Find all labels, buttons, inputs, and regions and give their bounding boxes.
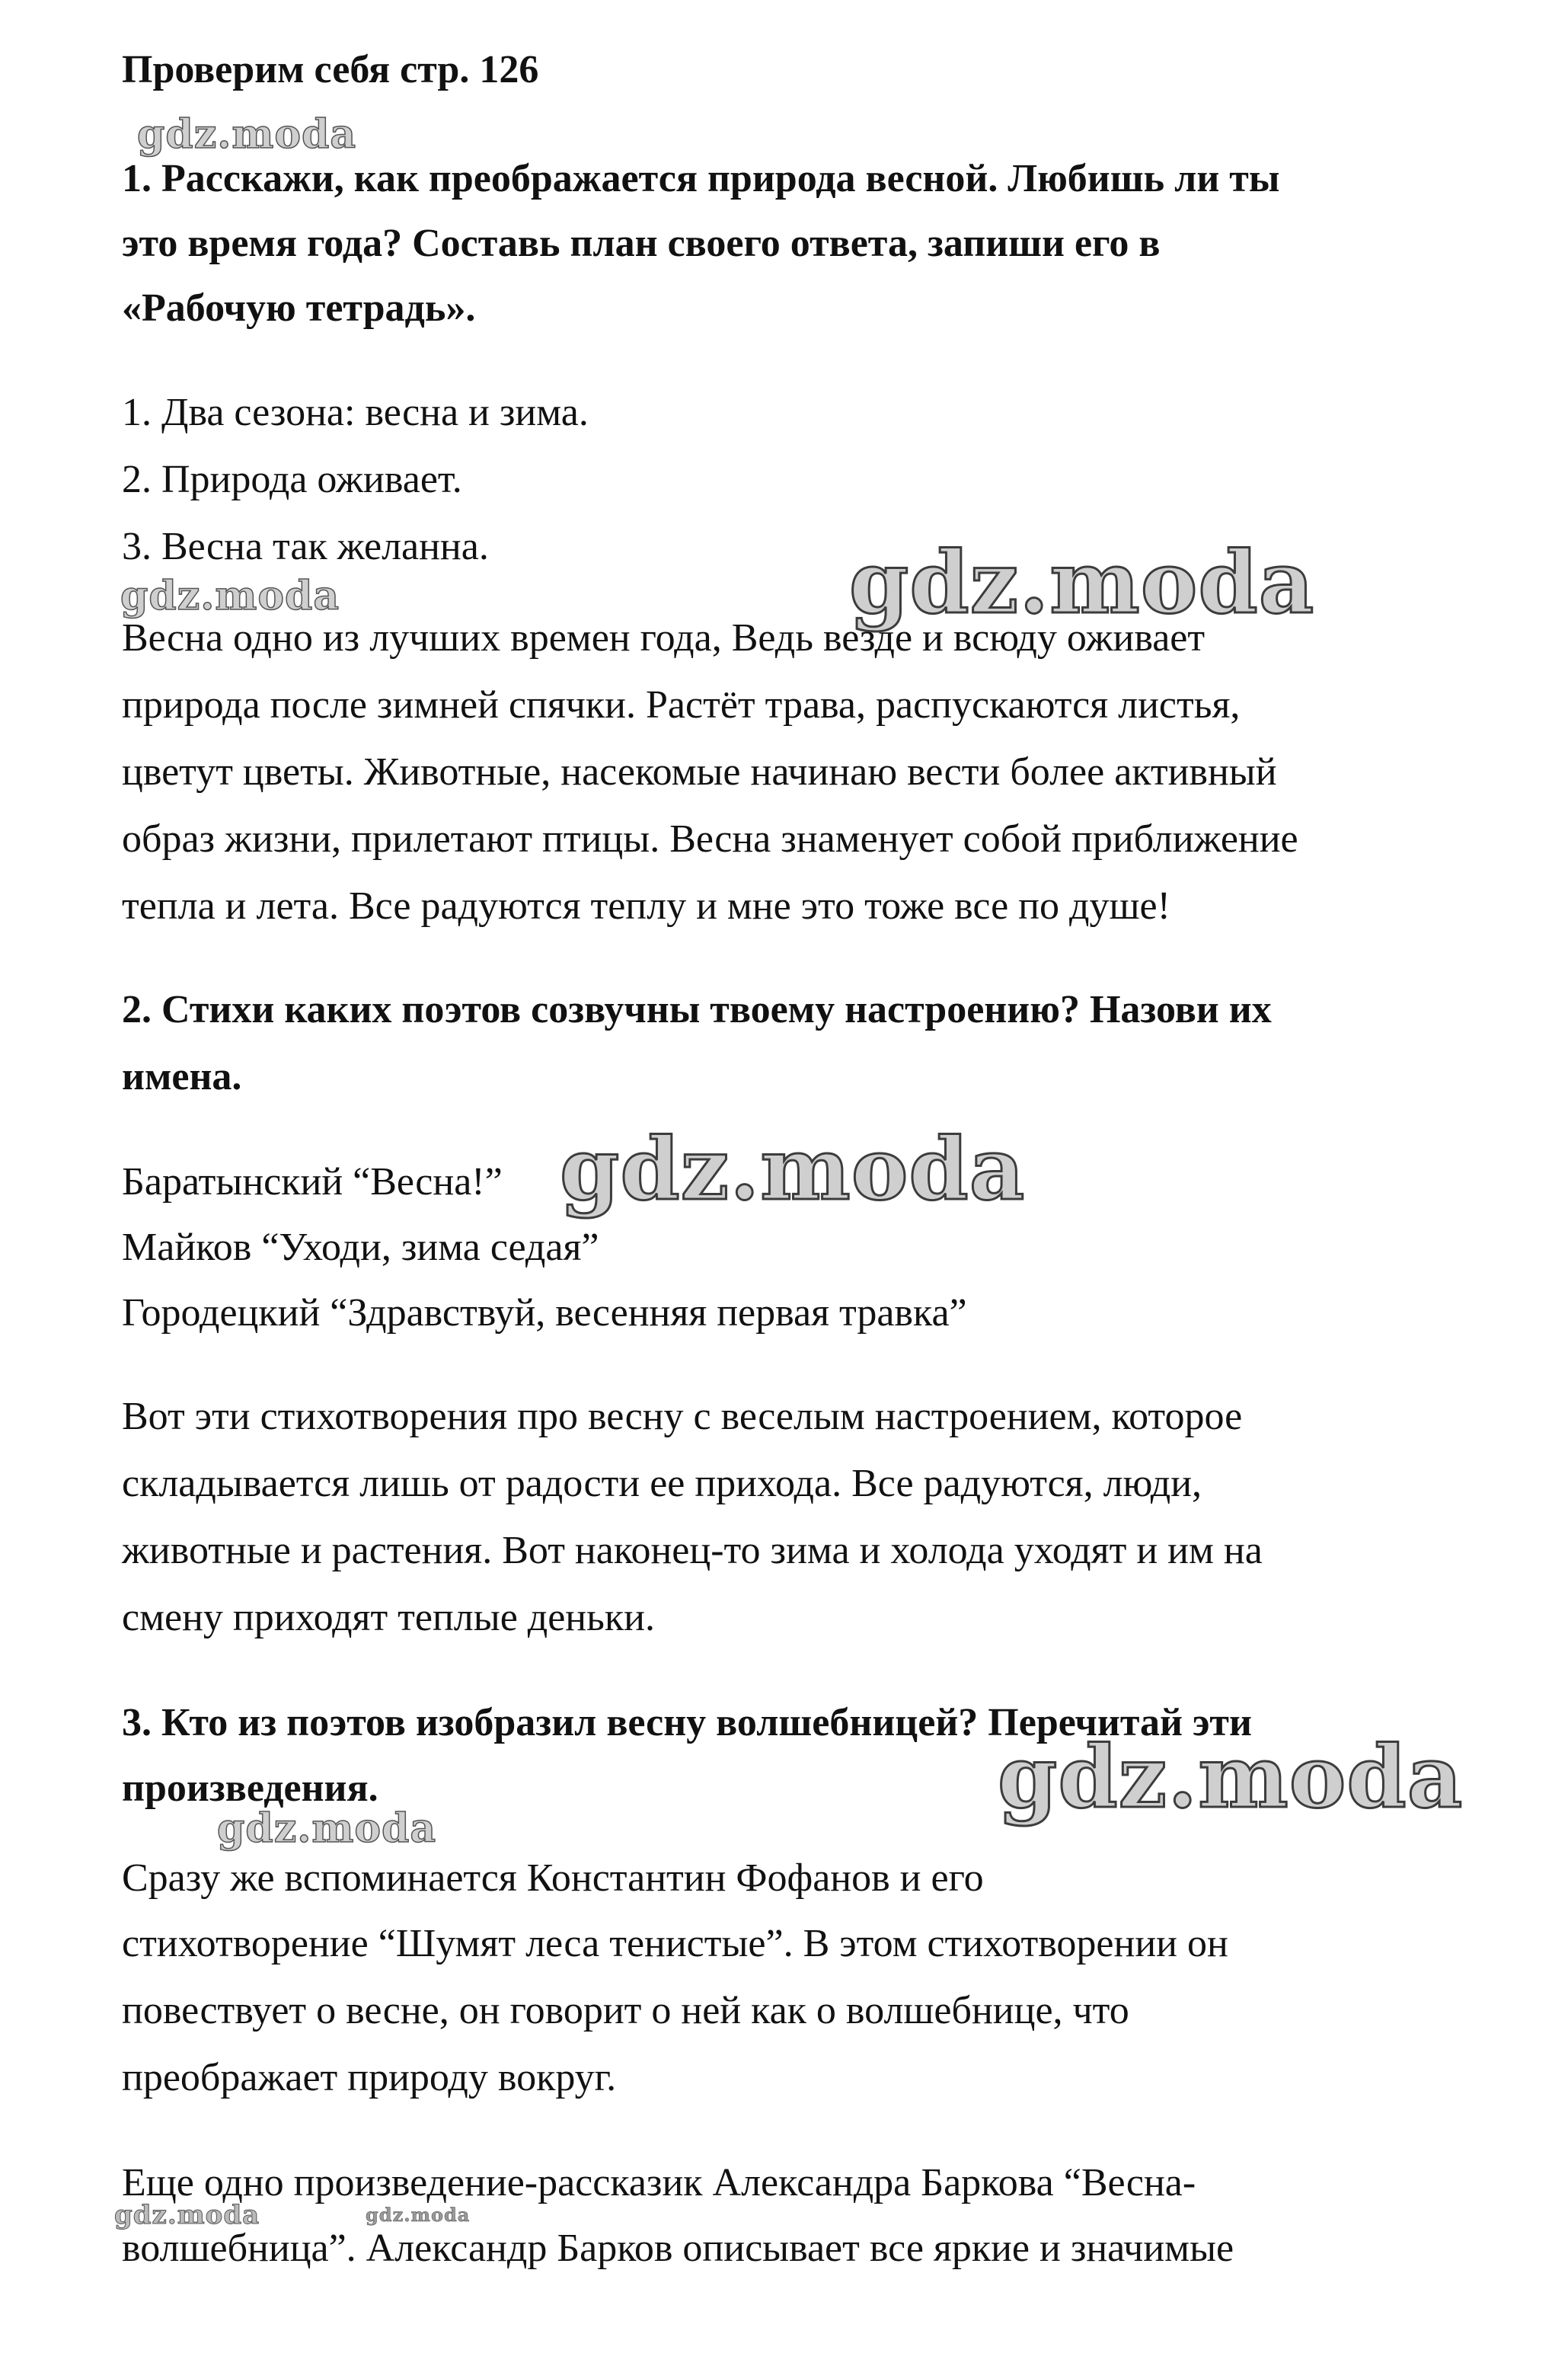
plan-item-3: 3. Весна так желанна. (122, 525, 489, 568)
answer-3b-line-2: волшебница”. Александр Барков описывает все яркие и значимые (122, 2227, 1234, 2270)
answer-1-line-4: образ жизни, прилетают птицы. Весна знаменует собой приближение (122, 817, 1298, 861)
plan-item-1: 1. Два сезона: весна и зима. (122, 391, 589, 434)
watermark: gdz.moda (366, 2204, 471, 2226)
poem-2: Майков “Уходи, зима седая” (122, 1226, 599, 1269)
question-2-line-1: 2. Стихи каких поэтов созвучны твоему настроению? Назови их (122, 988, 1272, 1031)
watermark: gdz.moda (998, 1728, 1464, 1827)
question-1-line-1: 1. Расскажи, как преображается природа весной. Любишь ли ты (122, 157, 1280, 200)
answer-2-line-2: складывается лишь от радости ее прихода. Все радуются, люди, (122, 1462, 1202, 1505)
question-1-line-3: «Рабочую тетрадь». (122, 286, 476, 330)
answer-3-line-4: преображает природу вокруг. (122, 2056, 617, 2099)
question-3-line-1: 3. Кто из поэтов изобразил весну волшебницей? Перечитай эти (122, 1701, 1252, 1744)
watermark: gdz.moda (120, 573, 340, 619)
watermark: gdz.moda (217, 1805, 437, 1852)
answer-3-line-3: повествует о весне, он говорит о ней как о волшебнице, что (122, 1989, 1129, 2032)
answer-2-line-3: животные и растения. Вот наконец-то зима и холода уходят и им на (122, 1529, 1263, 1572)
poem-1: Баратынский “Весна!” (122, 1160, 503, 1204)
watermark: gdz.moda (114, 2200, 260, 2230)
answer-3-line-2: стихотворение “Шумят леса тенистые”. В этом стихотворении он (122, 1922, 1228, 1965)
plan-item-2: 2. Природа оживает. (122, 458, 462, 501)
page-title: Проверим себя стр. 126 (122, 48, 539, 91)
watermark: gdz.moda (849, 533, 1315, 633)
question-1-line-2: это время года? Составь план своего ответа, запиши его в (122, 222, 1161, 265)
question-3-line-2: произведения. (122, 1766, 378, 1810)
answer-1-line-1: Весна одно из лучших времен года, Ведь везде и всюду оживает (122, 616, 1206, 660)
answer-3-line-1: Сразу же вспоминается Константин Фофанов и его (122, 1856, 984, 1900)
answer-1-line-5: тепла и лета. Все радуются теплу и мне это тоже все по душе! (122, 884, 1170, 928)
watermark: gdz.moda (137, 111, 357, 158)
watermark: gdz.moda (560, 1120, 1026, 1220)
answer-2-line-1: Вот эти стихотворения про весну с веселым настроением, которое (122, 1395, 1243, 1438)
answer-1-line-2: природа после зимней спячки. Растёт трава, распускаются листья, (122, 683, 1241, 727)
answer-2-line-4: смену приходят теплые деньки. (122, 1596, 655, 1639)
poem-3: Городецкий “Здравствуй, весенняя первая травка” (122, 1291, 967, 1335)
answer-3b-line-1: Еще одно произведение-рассказик Александра Баркова “Весна- (122, 2161, 1196, 2204)
question-2-line-2: имена. (122, 1055, 242, 1098)
answer-1-line-3: цветут цветы. Животные, насекомые начинаю вести более активный (122, 750, 1277, 794)
